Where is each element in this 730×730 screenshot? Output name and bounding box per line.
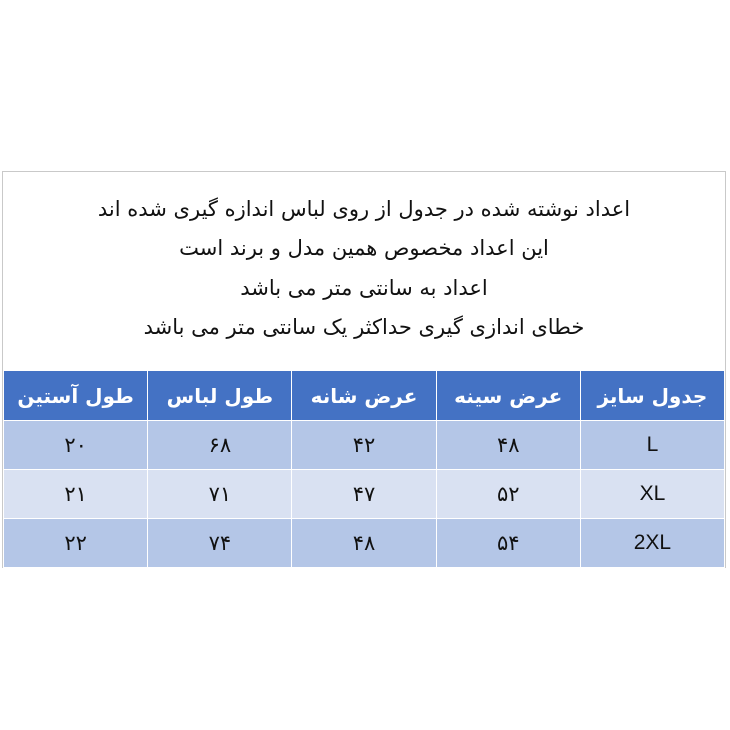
cell-sleeve-length: ۲۲: [4, 519, 148, 568]
cell-size: L: [580, 421, 724, 470]
note-line-2: این اعداد مخصوص همین مدل و برند است: [179, 236, 549, 260]
size-table: [3, 370, 725, 568]
note-line-4: خطای اندازی گیری حداکثر یک سانتی متر می باشد: [143, 315, 585, 339]
header-garment-length: طول لباس: [148, 371, 292, 421]
note-line-1: اعداد نوشته شده در جدول از روی لباس اندازه گیری شده اند: [97, 197, 631, 221]
cell-shoulder-width: ۴۷: [292, 470, 436, 519]
cell-sleeve-length: ۲۱: [4, 470, 148, 519]
table-row: [4, 470, 725, 519]
cell-shoulder-width: ۴۲: [292, 421, 436, 470]
cell-sleeve-length: ۲۰: [4, 421, 148, 470]
cell-chest-width: ۴۸: [436, 421, 580, 470]
cell-chest-width: ۵۴: [436, 519, 580, 568]
header-size: جدول سایز: [580, 371, 724, 421]
header-shoulder-width: عرض شانه: [292, 371, 436, 421]
table-row: [4, 519, 725, 568]
cell-garment-length: ۷۴: [148, 519, 292, 568]
cell-garment-length: ۶۸: [148, 421, 292, 470]
cell-chest-width: ۵۲: [436, 470, 580, 519]
table-header-row: [4, 371, 725, 421]
notes-block: [3, 172, 725, 370]
cell-garment-length: ۷۱: [148, 470, 292, 519]
table-row: [4, 421, 725, 470]
cell-size: XL: [580, 470, 724, 519]
header-chest-width: عرض سینه: [436, 371, 580, 421]
cell-shoulder-width: ۴۸: [292, 519, 436, 568]
size-guide-card: [2, 171, 726, 568]
cell-size: 2XL: [580, 519, 724, 568]
note-line-3: اعداد به سانتی متر می باشد: [240, 276, 488, 300]
header-sleeve-length: طول آستین: [4, 371, 148, 421]
